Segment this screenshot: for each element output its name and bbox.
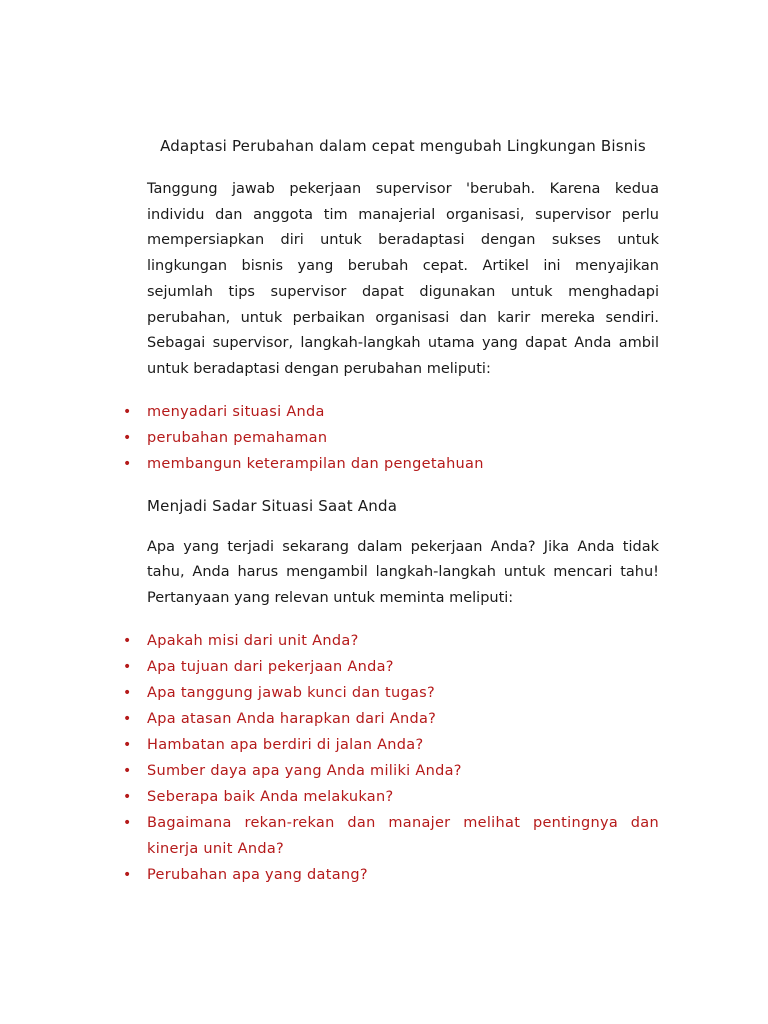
section-paragraph: Apa yang terjadi sekarang dalam pekerjaan Anda? Jika Anda tidak tahu, Anda harus mengambil langkah-langkah untuk mencari tahu! Pertanyaan yang relevan untuk meminta meliputi: [147, 538, 659, 607]
list-item [101, 425, 659, 451]
list-item-text: membangun keterampilan dan pengetahuan [147, 455, 484, 472]
list-item [101, 810, 659, 862]
list-item [101, 654, 659, 680]
list-item [101, 862, 659, 888]
list-item-text: Hambatan apa berdiri di jalan Anda? [147, 736, 424, 753]
questions-list [123, 628, 659, 888]
document-title: Adaptasi Perubahan dalam cepat mengubah Lingkungan Bisnis [160, 137, 646, 155]
bullet-icon: • [123, 658, 132, 675]
bullet-icon: • [123, 866, 132, 883]
list-item-text: perubahan pemahaman [147, 429, 328, 446]
document-page [123, 134, 659, 904]
list-item [101, 628, 659, 654]
list-item [101, 784, 659, 810]
bullet-icon: • [123, 814, 132, 831]
list-item-text: Bagaimana rekan-rekan dan manajer melihat pentingnya dan kinerja unit Anda? [147, 814, 659, 857]
list-item-text: Apa atasan Anda harapkan dari Anda? [147, 710, 437, 727]
list-item-text: Apa tanggung jawab kunci dan tugas? [147, 684, 435, 701]
bullet-icon: • [123, 429, 132, 446]
bullet-icon: • [123, 403, 132, 420]
list-item [101, 680, 659, 706]
bullet-icon: • [123, 762, 132, 779]
list-item [101, 399, 659, 425]
list-item [101, 451, 659, 477]
list-item-text: Apakah misi dari unit Anda? [147, 632, 359, 649]
bullet-icon: • [123, 710, 132, 727]
bullet-icon: • [123, 736, 132, 753]
list-item-text: Apa tujuan dari pekerjaan Anda? [147, 658, 394, 675]
bullet-icon: • [123, 684, 132, 701]
bullet-icon: • [123, 632, 132, 649]
list-item-text: Seberapa baik Anda melakukan? [147, 788, 394, 805]
list-item [101, 758, 659, 784]
list-item-text: Sumber daya apa yang Anda miliki Anda? [147, 762, 462, 779]
section-heading: Menjadi Sadar Situasi Saat Anda [147, 496, 398, 515]
list-item [101, 706, 659, 732]
intro-paragraph: Tanggung jawab pekerjaan supervisor 'berubah. Karena kedua individu dan anggota tim manajerial organisasi, supervisor perlu mempersiapkan diri untuk beradaptasi dengan sukses untuk lingkungan bisnis yang berubah cepat. Artikel ini menyajikan sejumlah tips supervisor dapat digunakan untuk menghadapi perubahan, untuk perbaikan organisasi dan karir mereka sendiri. Sebagai supervisor, langkah-langkah utama yang dapat Anda ambil untuk beradaptasi dengan perubahan meliputi: [147, 181, 659, 377]
list-item [101, 732, 659, 758]
bullet-icon: • [123, 788, 132, 805]
steps-list [123, 399, 659, 477]
list-item-text: Perubahan apa yang datang? [147, 866, 368, 883]
list-item-text: menyadari situasi Anda [147, 403, 325, 420]
bullet-icon: • [123, 455, 132, 472]
